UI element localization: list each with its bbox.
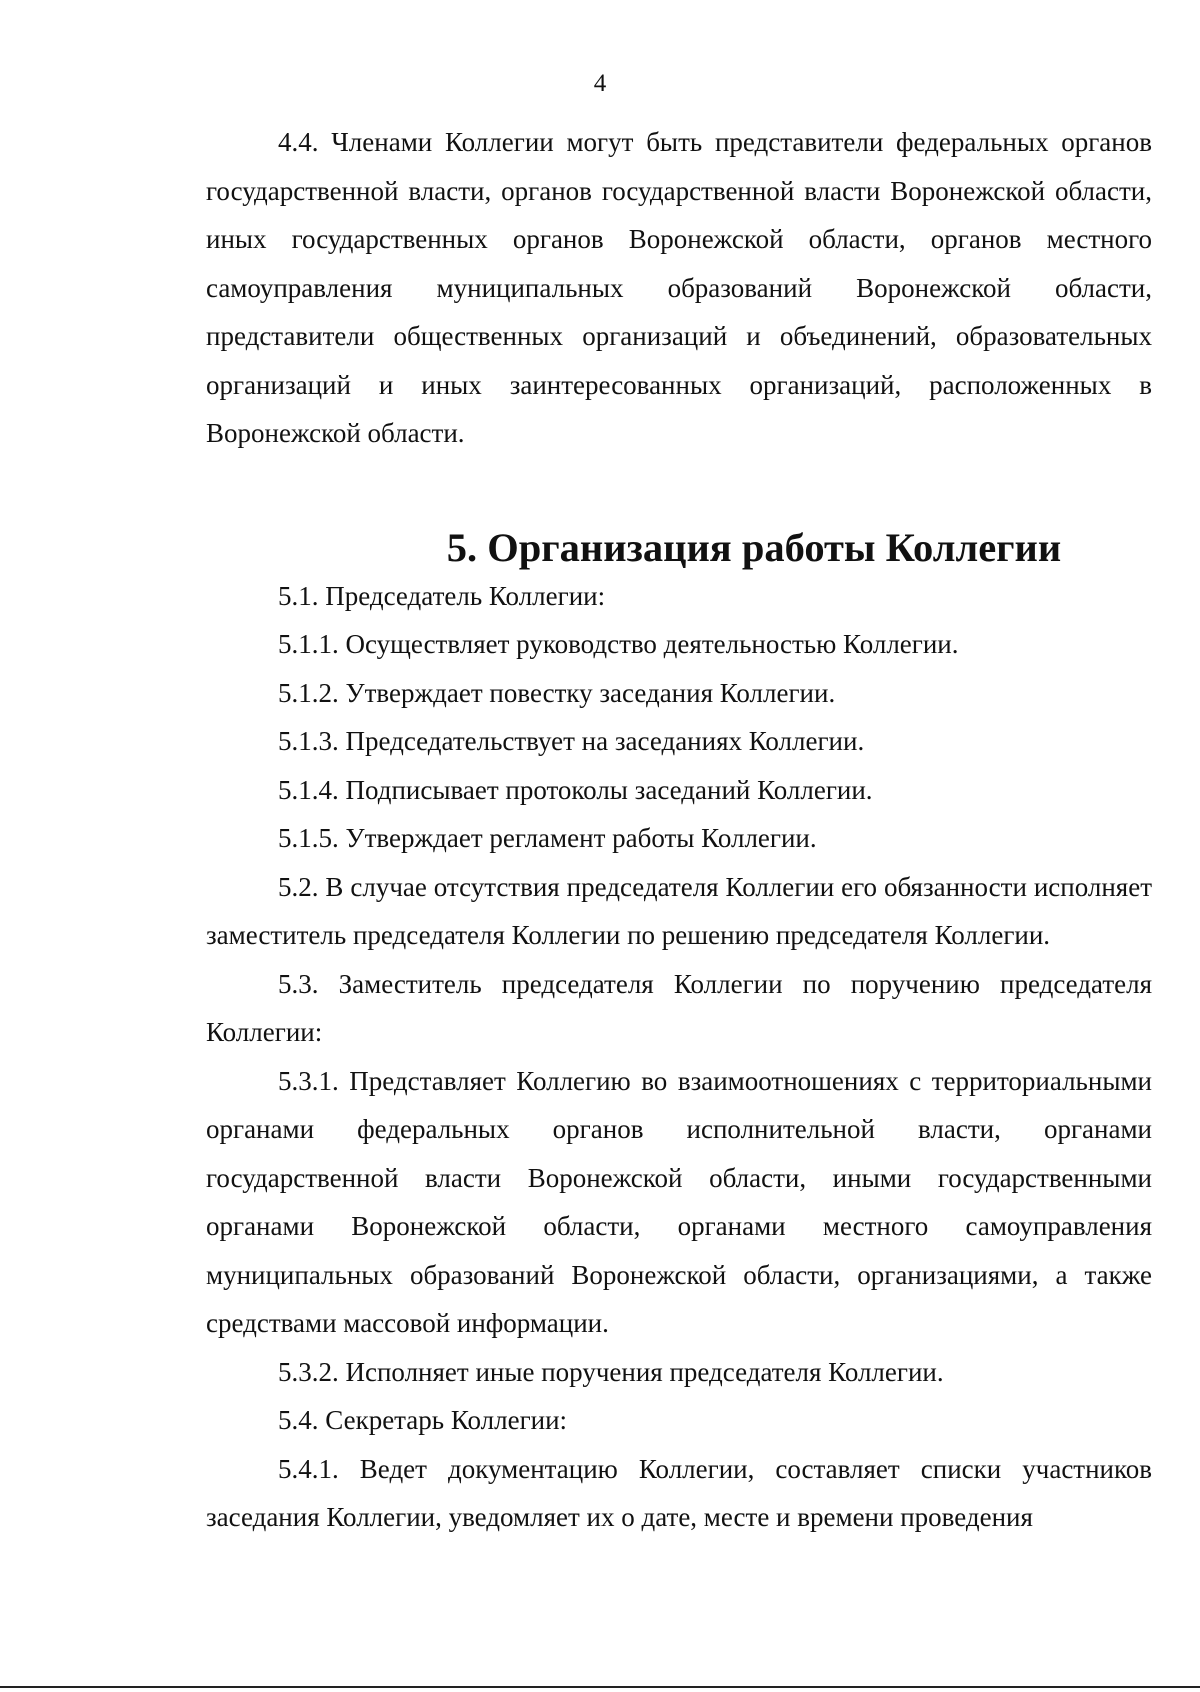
page-number: 4 bbox=[593, 70, 607, 97]
paragraph-5-1-1: 5.1.1. Осуществляет руководство деятельностью Коллегии. bbox=[278, 629, 959, 659]
paragraph-4-4: 4.4. Членами Коллегии могут быть представители федеральных органов государственной власти, органов государственной власти Воронежской области, иных государственных органов Воронежской области, органов местного самоуправления муниципальных образований Воронежской области, представители общественных организаций и объединений, образовательных организаций и иных заинтересованных организаций, расположенных в Воронежской области. bbox=[206, 127, 1152, 448]
paragraph-5-1-2: 5.1.2. Утверждает повестку заседания Коллегии. bbox=[278, 677, 836, 708]
document-body bbox=[206, 118, 1152, 1542]
paragraph-5-4-1: 5.4.1. Ведет документацию Коллегии, составляет списки участников заседания Коллегии, уведомляет их о дате, месте и времени проведения bbox=[206, 1453, 1152, 1532]
paragraph-5-4: 5.4. Секретарь Коллегии: bbox=[278, 1405, 568, 1435]
paragraph-5-2: 5.2. В случае отсутствия председателя Коллегии его обязанности исполняет заместитель председателя Коллегии по решению председателя Коллегии. bbox=[206, 871, 1152, 950]
paragraph-5-3-2: 5.3.2. Исполняет иные поручения председателя Коллегии. bbox=[278, 1356, 944, 1387]
paragraph-5-1-4: 5.1.4. Подписывает протоколы заседаний Коллегии. bbox=[278, 774, 873, 805]
paragraph-5-3: 5.3. Заместитель председателя Коллегии по поручению председателя Коллегии: bbox=[206, 968, 1152, 1047]
paragraph-5-3-1: 5.3.1. Представляет Коллегию во взаимоотношениях с территориальными органами федеральных органов исполнительной власти, органами государственной власти Воронежской области, иными государственными органами Воронежской области, органами местного самоуправления муниципальных образований Воронежской области, организациями, а также средствами массовой информации. bbox=[206, 1065, 1152, 1338]
paragraph-5-1: 5.1. Председатель Коллегии: bbox=[278, 580, 606, 611]
paragraph-5-1-5: 5.1.5. Утверждает регламент работы Коллегии. bbox=[278, 823, 817, 853]
bottom-rule-divider bbox=[0, 1686, 1200, 1688]
paragraph-5-1-3: 5.1.3. Председательствует на заседаниях Коллегии. bbox=[278, 726, 865, 756]
section-heading: 5. Организация работы Коллегии bbox=[446, 524, 1062, 570]
